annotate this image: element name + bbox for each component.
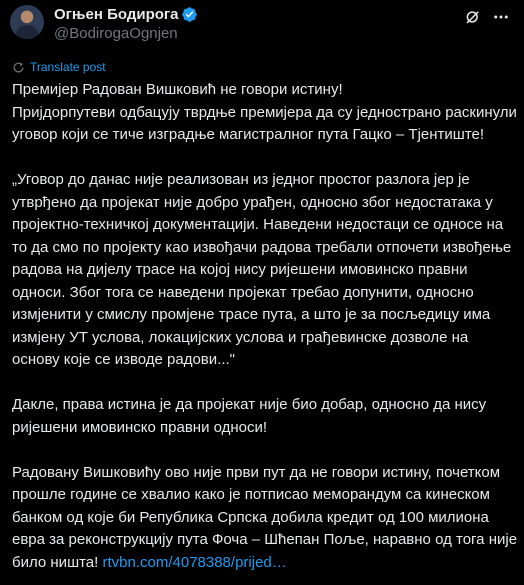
post-line-1: Премијер Радован Вишковић не говори истину! — [12, 81, 343, 98]
grok-icon[interactable] — [464, 8, 482, 26]
tweet-text — [12, 79, 518, 574]
name-row — [54, 4, 198, 24]
author-block — [54, 4, 198, 42]
more-icon[interactable] — [492, 8, 510, 26]
post-quote: „Уговор до данас није реализован из једног простог разлога јер је утврђено да пројекат није добро урађен, односно због недостатака у пројектно-техничкој документацији. Наведени недостаци се односе на то да смо по пројекту као извођачи радова требали отпочети извођење радова на дијелу трасе на којој нису ријешени имовинско правни односи. Због тога се наведени пројекат требао допунити, односно измјенити у смислу промјене трасе пута, а што је за посљедицу има измјену УТ услова, локацијских услова и грађевинске дозволе на основу које се изводе радови..." — [12, 171, 512, 368]
translate-icon — [12, 61, 25, 74]
handle[interactable]: @BodirogaOgnjen — [54, 25, 178, 42]
post-paragraph-2: Пријдорпутеви одбацују тврдње премијера да су једнострано раскинули уговор који се тиче изградње магистралног пута Гацко – Тјентиште! — [12, 103, 517, 143]
post-paragraph-4: Дакле, права истина је да пројекат није био добар, односно да нису ријешени имовинско правни односи! — [12, 396, 487, 436]
post-paragraph-5-text: Радовану Вишковићу ово није први пут да не говори истину, почетком прошле године се хвалио како је потписао меморандум са кинеском банком од које би Република Српска добила кредит од 100 милиона евра за реконструкцију пута Фоча – Шћепан Поље, наравно од тога није било ништа! — [12, 463, 518, 571]
tweet-header — [10, 2, 512, 48]
article-link[interactable]: rtvbn.com/4078388/prijed… — [102, 553, 287, 571]
avatar[interactable] — [10, 5, 44, 39]
display-name[interactable]: Огњен Бодирога — [54, 5, 179, 23]
verified-badge-icon — [181, 6, 198, 23]
post-paragraph-5 — [12, 462, 518, 575]
translate-label[interactable]: Translate post — [30, 60, 106, 74]
translate-post[interactable] — [12, 60, 106, 74]
